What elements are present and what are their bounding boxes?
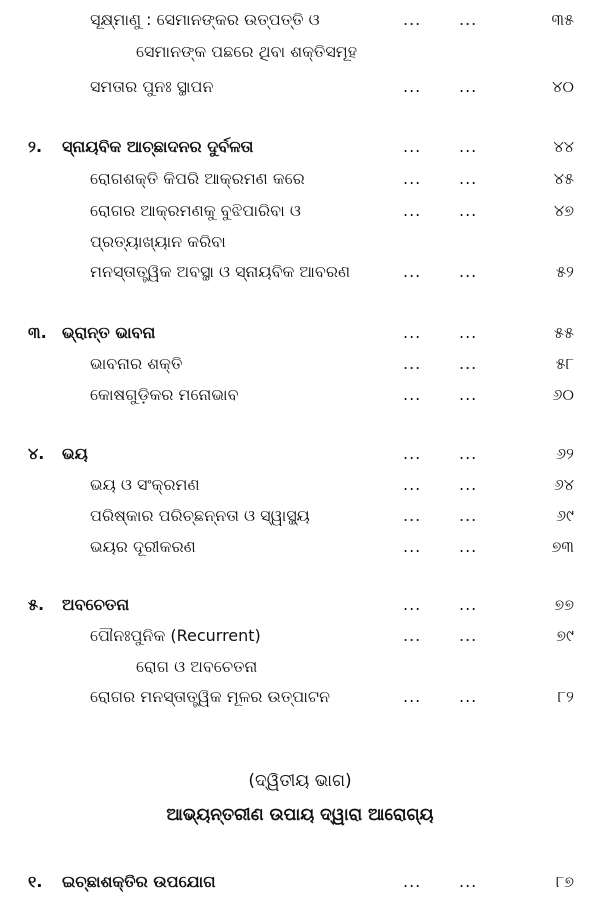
leader-dots: ... (459, 262, 478, 281)
entry-title: ସୂକ୍ଷ୍ମାଣୁ : ସେମାନଙ୍କର ଉତ୍ପତ୍ତି ଓ (90, 10, 320, 29)
chapter-title: ଅବଚେତନା (62, 595, 130, 614)
toc-chapter (0, 132, 600, 162)
leader-dots: ... (403, 169, 422, 188)
chapter-number: ୧. (28, 872, 43, 891)
leader-dots: ... (459, 354, 478, 373)
chapter-number: ୫. (28, 595, 45, 614)
toc-entry-continuation (0, 227, 600, 257)
toc-entry (0, 380, 600, 410)
page-number: ୭୩ (551, 537, 574, 556)
entry-title: ଭାବନାର ଶକ୍ତି (90, 354, 183, 373)
entry-title: ରୋଗର ଆକ୍ରମଣକୁ ବୁଝିପାରିବା ଓ (90, 201, 301, 220)
entry-title: ରୋଗର ମନସ୍ତାତ୍ତ୍ୱିକ ମୂଳର ଉତ୍ପାଟନ (90, 687, 330, 706)
page-number: ୪୭ (553, 201, 574, 220)
entry-title-continued: ରୋଗ ଓ ଅବଚେତନା (136, 657, 258, 676)
page-number: ୪୪ (553, 137, 574, 156)
entry-title-continued: ସେମାନଙ୍କ ପଛରେ ଥିବା ଶକ୍ତିସମୂହ (136, 42, 358, 61)
toc-entry (0, 196, 600, 226)
leader-dots: ... (459, 10, 478, 29)
page-number: ୭୯ (556, 626, 574, 645)
leader-dots: ... (403, 77, 422, 96)
leader-dots: ... (403, 385, 422, 404)
leader-dots: ... (403, 10, 422, 29)
leader-dots: ... (403, 626, 422, 645)
leader-dots: ... (459, 687, 478, 706)
entry-title: ପରିଷ୍କାର ପରିଚ୍ଛନ୍ନତା ଓ ସ୍ୱାସ୍ଥ୍ୟ (90, 506, 310, 525)
leader-dots: ... (403, 354, 422, 373)
page-number: ୪୦ (552, 77, 574, 96)
toc-entry (0, 682, 600, 712)
toc-entry-continuation (0, 37, 600, 67)
entry-title: କୋଷଗୁଡ଼ିକର ମନୋଭାବ (90, 385, 239, 404)
leader-dots: ... (403, 262, 422, 281)
toc-entry (0, 501, 600, 531)
page-number: ୬୨ (555, 444, 574, 463)
leader-dots: ... (403, 595, 422, 614)
leader-dots: ... (403, 687, 422, 706)
leader-dots: ... (459, 537, 478, 556)
leader-dots: ... (403, 872, 422, 891)
toc-chapter (0, 439, 600, 469)
leader-dots: ... (459, 475, 478, 494)
leader-dots: ... (459, 137, 478, 156)
page-number: ୭୭ (554, 595, 574, 614)
leader-dots: ... (403, 201, 422, 220)
leader-dots: ... (403, 444, 422, 463)
leader-dots: ... (403, 506, 422, 525)
chapter-number: ୩. (28, 323, 47, 342)
chapter-title: ଇଚ୍ଛାଶକ୍ତିର ଉପଯୋଗ (62, 872, 216, 891)
page-number: ୩୫ (551, 10, 574, 29)
toc-entry (0, 349, 600, 379)
toc-entry (0, 532, 600, 562)
entry-title: ରୋଗଶକ୍ତି କିପରି ଆକ୍ରମଣ କରେ (90, 169, 305, 188)
leader-dots: ... (403, 323, 422, 342)
chapter-title: ସ୍ନାୟବିକ ଆଚ୍ଛାଦନର ଦୁର୍ବଳତା (62, 137, 254, 156)
toc-entry (0, 164, 600, 194)
toc-chapter (0, 590, 600, 620)
toc-entry-continuation (0, 652, 600, 682)
entry-title: ଭୟର ଦୂରୀକରଣ (90, 537, 196, 556)
page-number: ୫୫ (554, 323, 574, 342)
page-number: ୬୪ (553, 475, 574, 494)
chapter-title: ଭୟ (62, 444, 88, 463)
entry-title: ସମତାର ପୁନଃ ସ୍ଥାପନ (90, 77, 214, 96)
toc-entry (0, 5, 600, 35)
toc-chapter (0, 867, 600, 897)
page-number: ୮୭ (555, 872, 574, 891)
leader-dots: ... (459, 626, 478, 645)
chapter-title: ଭ୍ରାନ୍ତ ଭାବନା (62, 323, 156, 342)
leader-dots: ... (459, 872, 478, 891)
leader-dots: ... (459, 323, 478, 342)
entry-title: ପୌନଃପୁନିକ (Recurrent) (90, 626, 261, 645)
entry-title-continued: ପ୍ରତ୍ୟାଖ୍ୟାନ କରିବା (90, 232, 226, 251)
toc-entry (0, 257, 600, 287)
page-number: ୬୦ (552, 385, 574, 404)
page-number: ୫୨ (556, 262, 574, 281)
page-number: ୪୫ (553, 169, 574, 188)
leader-dots: ... (403, 475, 422, 494)
page-number: ୬୯ (555, 506, 574, 525)
chapter-number: ୨. (28, 137, 43, 156)
leader-dots: ... (459, 201, 478, 220)
leader-dots: ... (459, 506, 478, 525)
leader-dots: ... (403, 537, 422, 556)
entry-title: ଭୟ ଓ ସଂକ୍ରମଣ (90, 475, 200, 494)
part-title-row (0, 800, 600, 830)
part-label: (ଦ୍ୱିତୀୟ ଭାଗ) (248, 771, 352, 791)
leader-dots: ... (459, 595, 478, 614)
leader-dots: ... (459, 77, 478, 96)
chapter-number: ୪. (28, 444, 45, 463)
toc-chapter (0, 318, 600, 348)
page-number: ୮୨ (557, 687, 574, 706)
leader-dots: ... (459, 385, 478, 404)
leader-dots: ... (403, 137, 422, 156)
toc-entry (0, 72, 600, 102)
leader-dots: ... (459, 444, 478, 463)
part-title: ଆଭ୍ୟନ୍ତରୀଣ ଉପାୟ ଦ୍ୱାରା ଆରୋଗ୍ୟ (166, 805, 434, 825)
toc-entry (0, 470, 600, 500)
page-number: ୫୮ (555, 354, 574, 373)
toc-entry (0, 621, 600, 651)
part-heading (0, 766, 600, 796)
leader-dots: ... (459, 169, 478, 188)
entry-title: ମନସ୍ତାତ୍ତ୍ୱିକ ଅବସ୍ଥା ଓ ସ୍ନାୟବିକ ଆବରଣ (90, 262, 351, 281)
